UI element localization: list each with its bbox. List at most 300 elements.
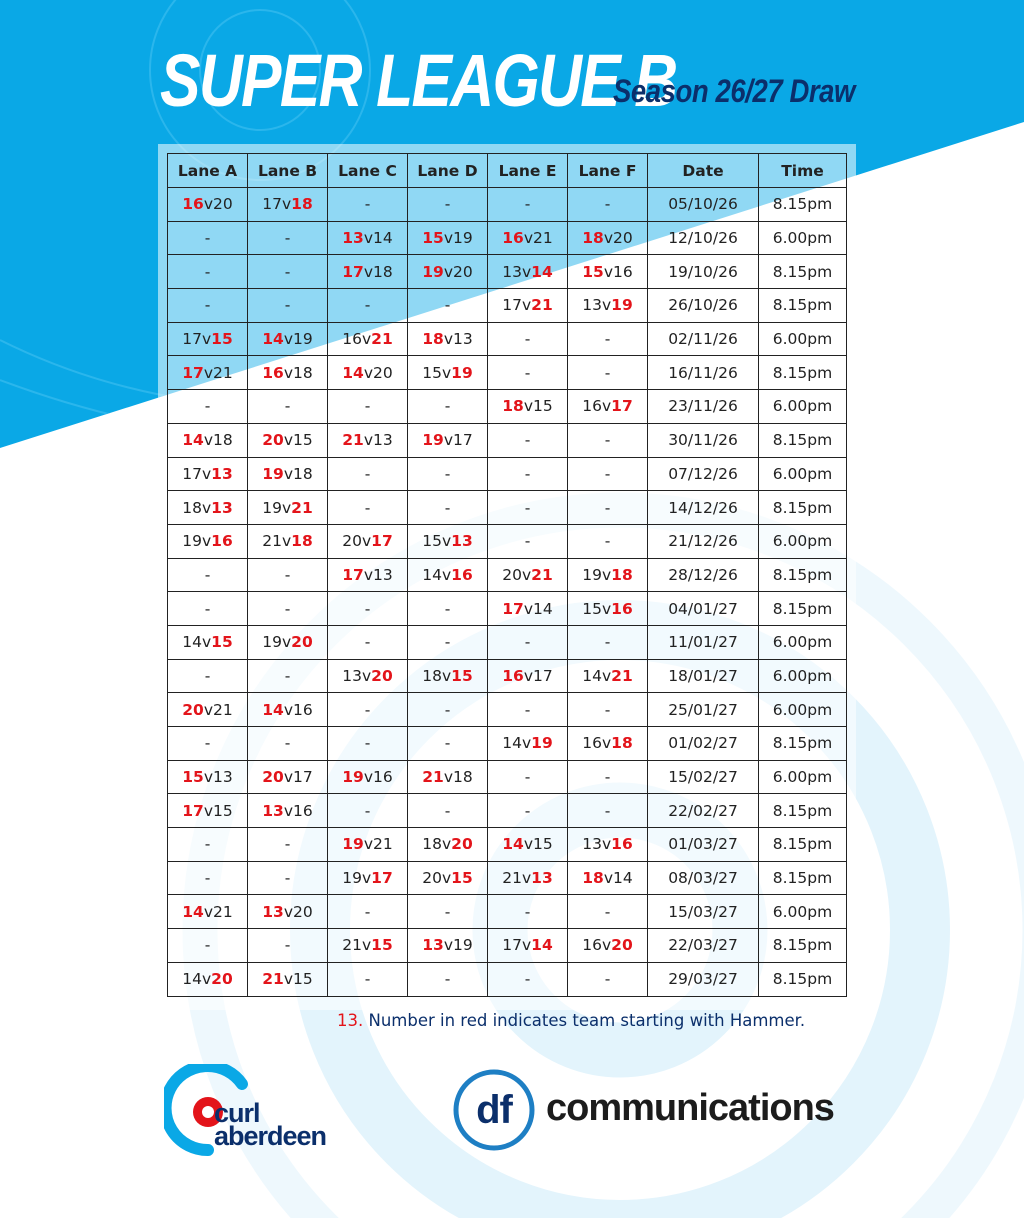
fixture-cell (328, 625, 408, 659)
time-cell: 6.00pm (759, 221, 847, 255)
hammer-team: 14 (502, 835, 524, 854)
table-row (168, 457, 847, 491)
hammer-team: 13 (262, 902, 284, 921)
hammer-team: 17 (502, 599, 524, 618)
table-row (168, 390, 847, 424)
team-text: - (604, 431, 611, 450)
hammer-team: 13 (211, 464, 233, 483)
fixture-cell (168, 828, 248, 862)
team-text: - (204, 734, 211, 753)
hammer-team: 14 (262, 330, 284, 349)
hammer-team: 14 (262, 700, 284, 719)
hammer-team: 21 (371, 330, 393, 349)
team-text: 21v (342, 936, 372, 955)
aberdeen-line: aberdeen (214, 1121, 327, 1151)
team-text: - (524, 431, 531, 450)
hammer-team: 19 (422, 262, 444, 281)
hammer-team: 18 (291, 532, 313, 551)
hammer-team: 21 (531, 296, 553, 315)
fixture-cell (328, 423, 408, 457)
team-text: - (444, 700, 451, 719)
team-text: - (524, 633, 531, 652)
team-text: v14 (363, 229, 393, 248)
fixture-cell (168, 659, 248, 693)
fixture-cell (488, 693, 568, 727)
team-text: 19v (262, 498, 292, 517)
column-header: Lane F (568, 154, 648, 188)
team-text: v14 (603, 869, 633, 888)
fixture-cell (168, 592, 248, 626)
team-text: - (444, 296, 451, 315)
team-text: - (364, 296, 371, 315)
team-text: 19v (582, 565, 612, 584)
team-text: 16v (582, 734, 612, 753)
fixture-cell (328, 929, 408, 963)
team-text: - (284, 734, 291, 753)
fixture-cell (408, 794, 488, 828)
team-text: - (444, 498, 451, 517)
team-text: - (204, 296, 211, 315)
fixture-cell (568, 356, 648, 390)
fixture-cell (328, 794, 408, 828)
team-text: 16v (342, 330, 372, 349)
hammer-team: 14 (182, 902, 204, 921)
team-text: - (604, 801, 611, 820)
fixture-cell (488, 929, 568, 963)
hammer-team: 15 (211, 330, 233, 349)
team-text: - (364, 801, 371, 820)
team-text: - (364, 734, 371, 753)
team-text: v17 (283, 768, 313, 787)
hammer-team: 18 (291, 195, 313, 214)
hammer-team: 15 (451, 666, 473, 685)
hammer-team: 15 (451, 869, 473, 888)
table-row (168, 962, 847, 996)
fixture-cell (568, 255, 648, 289)
team-text: - (444, 195, 451, 214)
fixture-cell (248, 895, 328, 929)
column-header: Lane B (248, 154, 328, 188)
fixture-cell (248, 861, 328, 895)
fixture-cell (568, 895, 648, 929)
team-text: - (444, 902, 451, 921)
fixture-cell (568, 221, 648, 255)
table-header-row (168, 154, 847, 188)
team-text: v21 (363, 835, 393, 854)
fixture-cell (248, 828, 328, 862)
team-text: - (284, 599, 291, 618)
time-cell: 6.00pm (759, 625, 847, 659)
team-text: - (204, 262, 211, 281)
fixture-cell (488, 255, 568, 289)
df-monogram: df (476, 1087, 512, 1132)
footnote-number: 13. (337, 1011, 364, 1030)
table-row (168, 760, 847, 794)
team-text: v19 (283, 330, 313, 349)
page-title: SUPER LEAGUE B (160, 39, 677, 122)
team-text: 20v (422, 869, 452, 888)
team-text: - (604, 498, 611, 517)
fixture-cell (248, 457, 328, 491)
fixture-cell (168, 727, 248, 761)
hammer-team: 17 (342, 565, 364, 584)
team-text: - (524, 801, 531, 820)
hammer-team: 20 (611, 936, 633, 955)
team-text: - (524, 498, 531, 517)
team-text: v13 (203, 768, 233, 787)
fixture-cell (168, 255, 248, 289)
team-text: - (284, 666, 291, 685)
fixture-cell (408, 895, 488, 929)
fixture-cell (568, 693, 648, 727)
fixture-cell (248, 491, 328, 525)
table-row (168, 255, 847, 289)
team-text: - (364, 633, 371, 652)
fixture-cell (328, 356, 408, 390)
fixture-cell (248, 524, 328, 558)
table-row (168, 828, 847, 862)
hammer-team: 18 (582, 229, 604, 248)
team-text: - (284, 229, 291, 248)
team-text: v15 (523, 835, 553, 854)
fixture-cell (488, 457, 568, 491)
fixture-cell (488, 962, 568, 996)
team-text: 17v (182, 330, 212, 349)
df-wordmark: communications (546, 1087, 834, 1129)
time-cell: 8.15pm (759, 356, 847, 390)
time-cell: 6.00pm (759, 693, 847, 727)
hammer-team: 17 (182, 801, 204, 820)
team-text: v19 (443, 229, 473, 248)
fixture-cell (248, 255, 328, 289)
fixture-cell (488, 895, 568, 929)
team-text: 17v (502, 936, 532, 955)
hammer-team: 20 (291, 633, 313, 652)
date-cell: 19/10/26 (648, 255, 759, 289)
date-cell: 11/01/27 (648, 625, 759, 659)
fixture-cell (168, 558, 248, 592)
team-text: - (524, 464, 531, 483)
team-text: v21 (203, 363, 233, 382)
team-text: 18v (422, 666, 452, 685)
team-text: v16 (603, 262, 633, 281)
hammer-team: 16 (211, 532, 233, 551)
team-text: - (284, 296, 291, 315)
fixture-cell (488, 289, 568, 323)
hammer-team: 14 (531, 262, 553, 281)
hammer-team: 20 (262, 768, 284, 787)
fixture-cell (568, 188, 648, 222)
hammer-team: 18 (611, 565, 633, 584)
team-text: 15v (582, 599, 612, 618)
fixture-cell (488, 625, 568, 659)
team-text: v13 (363, 431, 393, 450)
fixture-cell (248, 659, 328, 693)
fixture-cell (408, 625, 488, 659)
fixture-cell (408, 659, 488, 693)
team-text: 18v (182, 498, 212, 517)
team-text: v16 (363, 768, 393, 787)
fixture-cell (568, 390, 648, 424)
fixture-cell (328, 861, 408, 895)
fixture-cell (248, 592, 328, 626)
date-cell: 16/11/26 (648, 356, 759, 390)
fixture-cell (408, 356, 488, 390)
date-cell: 04/01/27 (648, 592, 759, 626)
date-cell: 21/12/26 (648, 524, 759, 558)
time-cell: 8.15pm (759, 491, 847, 525)
team-text: v15 (523, 397, 553, 416)
team-text: - (524, 532, 531, 551)
team-text: - (444, 801, 451, 820)
time-cell: 8.15pm (759, 289, 847, 323)
table-row (168, 289, 847, 323)
table-row (168, 693, 847, 727)
time-cell: 6.00pm (759, 895, 847, 929)
fixture-cell (248, 423, 328, 457)
team-text: v19 (443, 936, 473, 955)
hammer-team: 16 (182, 195, 204, 214)
hammer-team: 15 (211, 633, 233, 652)
team-text: - (364, 700, 371, 719)
time-cell: 8.15pm (759, 794, 847, 828)
team-text: 14v (422, 565, 452, 584)
team-text: - (524, 195, 531, 214)
fixture-cell (248, 794, 328, 828)
fixture-cell (328, 289, 408, 323)
date-cell: 15/03/27 (648, 895, 759, 929)
fixture-cell (168, 356, 248, 390)
team-text: 17v (262, 195, 292, 214)
hammer-team: 15 (582, 262, 604, 281)
time-cell: 8.15pm (759, 861, 847, 895)
team-text: v18 (363, 262, 393, 281)
fixture-cell (488, 727, 568, 761)
team-text: 13v (502, 262, 532, 281)
fixture-cell (568, 861, 648, 895)
team-text: 21v (262, 532, 292, 551)
fixture-cell (168, 895, 248, 929)
date-cell: 29/03/27 (648, 962, 759, 996)
fixture-cell (328, 828, 408, 862)
hammer-team: 21 (531, 565, 553, 584)
table-row (168, 322, 847, 356)
hammer-team: 18 (582, 869, 604, 888)
fixture-cell (328, 390, 408, 424)
fixture-cell (328, 693, 408, 727)
table-body (168, 188, 847, 997)
hammer-team: 21 (611, 666, 633, 685)
column-header: Date (648, 154, 759, 188)
time-cell: 6.00pm (759, 659, 847, 693)
team-text: - (604, 700, 611, 719)
fixture-cell (408, 322, 488, 356)
hammer-team: 19 (422, 431, 444, 450)
hammer-team: 18 (502, 397, 524, 416)
fixture-cell (568, 423, 648, 457)
team-text: v18 (443, 768, 473, 787)
team-text: v17 (523, 666, 553, 685)
date-cell: 28/12/26 (648, 558, 759, 592)
team-text: - (604, 902, 611, 921)
fixture-cell (328, 524, 408, 558)
time-cell: 8.15pm (759, 962, 847, 996)
fixture-cell (488, 794, 568, 828)
fixture-cell (408, 760, 488, 794)
date-cell: 22/02/27 (648, 794, 759, 828)
fixture-cell (168, 693, 248, 727)
team-text: - (364, 498, 371, 517)
hammer-footnote (337, 1011, 805, 1030)
table-row (168, 895, 847, 929)
table-row (168, 659, 847, 693)
hammer-team: 19 (262, 464, 284, 483)
date-cell: 22/03/27 (648, 929, 759, 963)
team-text: 13v (342, 666, 372, 685)
date-cell: 07/12/26 (648, 457, 759, 491)
team-text: - (444, 464, 451, 483)
time-cell: 8.15pm (759, 423, 847, 457)
fixture-cell (408, 491, 488, 525)
time-cell: 8.15pm (759, 929, 847, 963)
hammer-team: 19 (451, 363, 473, 382)
team-text: - (364, 397, 371, 416)
team-text: v13 (363, 565, 393, 584)
date-cell: 23/11/26 (648, 390, 759, 424)
team-text: - (284, 936, 291, 955)
date-cell: 18/01/27 (648, 659, 759, 693)
hammer-team: 19 (342, 768, 364, 787)
fixture-cell (488, 356, 568, 390)
date-cell: 01/03/27 (648, 828, 759, 862)
team-text: - (364, 970, 371, 989)
team-text: - (284, 397, 291, 416)
time-cell: 8.15pm (759, 188, 847, 222)
team-text: 21v (502, 869, 532, 888)
team-text: 14v (182, 970, 212, 989)
hammer-team: 21 (422, 768, 444, 787)
team-text: - (364, 599, 371, 618)
date-cell: 26/10/26 (648, 289, 759, 323)
hammer-team: 15 (422, 229, 444, 248)
fixture-cell (248, 188, 328, 222)
team-text: - (604, 464, 611, 483)
fixture-cell (408, 390, 488, 424)
fixture-cell (568, 828, 648, 862)
team-text: 14v (582, 666, 612, 685)
team-text: v20 (363, 363, 393, 382)
table-row (168, 794, 847, 828)
team-text: 19v (262, 633, 292, 652)
hammer-team: 20 (211, 970, 233, 989)
fixture-cell (568, 962, 648, 996)
fixture-cell (488, 760, 568, 794)
page-subtitle: Season 26/27 Draw (613, 73, 856, 109)
hammer-team: 14 (182, 431, 204, 450)
team-text: - (364, 464, 371, 483)
fixture-cell (488, 221, 568, 255)
fixture-cell (168, 457, 248, 491)
hammer-team: 13 (262, 801, 284, 820)
fixture-cell (408, 221, 488, 255)
team-text: v17 (443, 431, 473, 450)
fixture-cell (408, 727, 488, 761)
team-text: - (204, 229, 211, 248)
team-text: v15 (283, 970, 313, 989)
date-cell: 05/10/26 (648, 188, 759, 222)
team-text: - (444, 734, 451, 753)
fixture-cell (328, 727, 408, 761)
draw-table (167, 153, 847, 997)
table-row (168, 592, 847, 626)
fixture-cell (408, 457, 488, 491)
fixture-cell (248, 625, 328, 659)
hammer-team: 20 (371, 666, 393, 685)
fixture-cell (248, 322, 328, 356)
fixture-cell (328, 491, 408, 525)
fixture-cell (328, 558, 408, 592)
fixture-cell (488, 558, 568, 592)
team-text: - (284, 835, 291, 854)
fixture-cell (408, 255, 488, 289)
hammer-team: 13 (342, 229, 364, 248)
fixture-cell (248, 727, 328, 761)
team-text: 13v (582, 835, 612, 854)
team-text: - (524, 700, 531, 719)
hammer-team: 21 (262, 970, 284, 989)
team-text: - (524, 363, 531, 382)
fixture-cell (248, 693, 328, 727)
hammer-team: 20 (262, 431, 284, 450)
fixture-cell (248, 221, 328, 255)
team-text: - (204, 599, 211, 618)
fixture-cell (168, 491, 248, 525)
fixture-cell (408, 592, 488, 626)
hammer-team: 14 (342, 363, 364, 382)
fixture-cell (568, 760, 648, 794)
fixture-cell (248, 558, 328, 592)
hammer-team: 15 (182, 768, 204, 787)
team-text: - (444, 397, 451, 416)
hammer-team: 16 (451, 565, 473, 584)
hammer-team: 17 (371, 869, 393, 888)
fixture-cell (248, 356, 328, 390)
column-header: Lane E (488, 154, 568, 188)
fixture-cell (568, 491, 648, 525)
table-row (168, 491, 847, 525)
date-cell: 14/12/26 (648, 491, 759, 525)
fixture-cell (408, 524, 488, 558)
fixture-cell (568, 794, 648, 828)
team-text: v20 (603, 229, 633, 248)
hammer-team: 16 (262, 363, 284, 382)
hammer-team: 18 (422, 330, 444, 349)
team-text: 17v (182, 464, 212, 483)
fixture-cell (248, 289, 328, 323)
team-text: v20 (443, 262, 473, 281)
hammer-team: 13 (211, 498, 233, 517)
hammer-team: 16 (611, 835, 633, 854)
team-text: - (604, 768, 611, 787)
time-cell: 8.15pm (759, 828, 847, 862)
hammer-team: 13 (451, 532, 473, 551)
team-text: v21 (203, 700, 233, 719)
date-cell: 25/01/27 (648, 693, 759, 727)
table-row (168, 356, 847, 390)
team-text: 17v (502, 296, 532, 315)
fixture-cell (248, 962, 328, 996)
fixture-cell (488, 861, 568, 895)
